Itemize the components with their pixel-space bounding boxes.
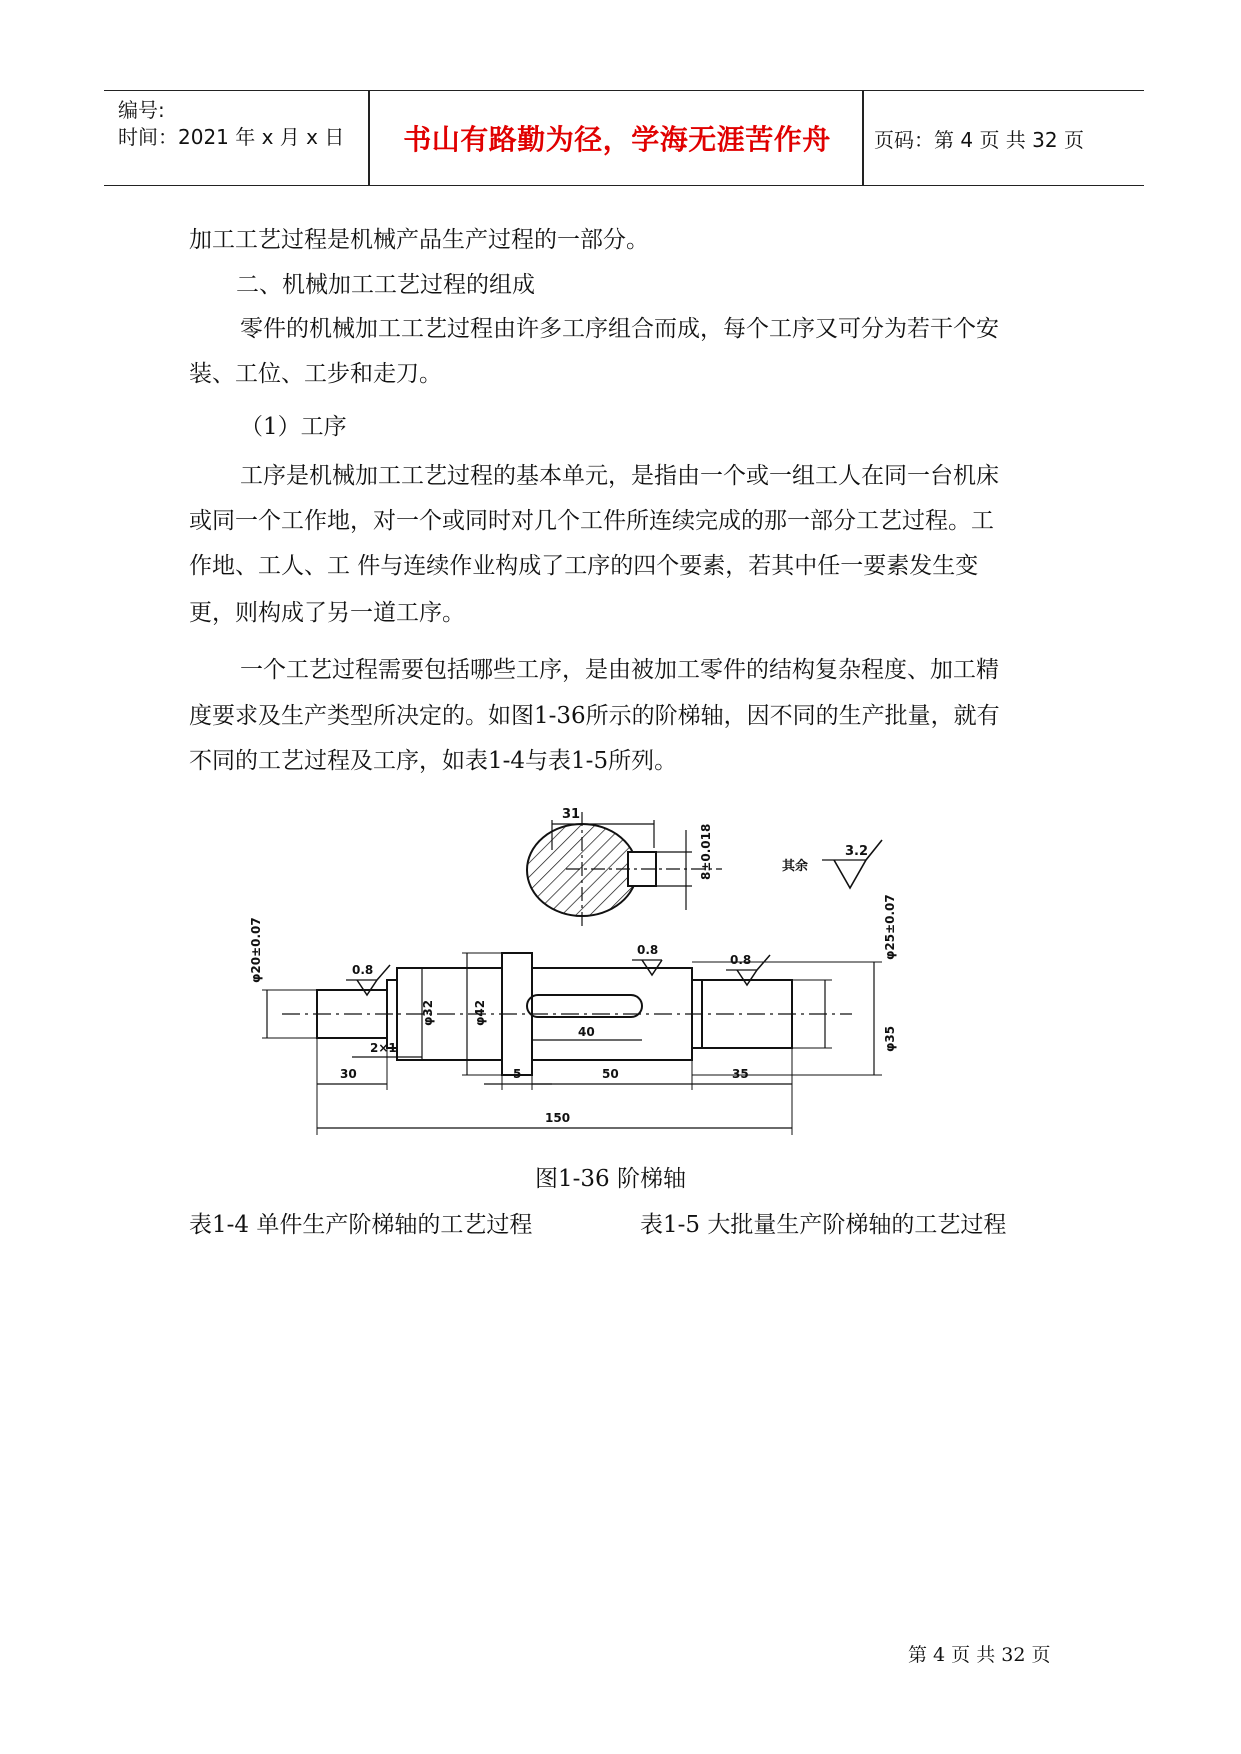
paragraph-3-line-1: 工序是机械加工工艺过程的基本单元，是指由一个或一组工人在同一台机床 (240, 463, 999, 489)
paragraph-3-line-2: 或同一个工作地，对一个或同时对几个工件所连续完成的那一部分工艺过程。工 (189, 508, 994, 534)
dim-chamfer-label: 2×1 (370, 1041, 397, 1055)
dim-phi42-label: φ42 (473, 999, 487, 1026)
figure-caption: 图1-36 阶梯轴 (535, 1166, 686, 1192)
roughness-0-8-middle: 0.8 (637, 943, 659, 957)
page-header (104, 90, 1144, 186)
roughness-0-8-right: 0.8 (730, 953, 752, 967)
header-divider-2 (862, 91, 864, 185)
header-page-info: 页码：第 4 页 共 32 页 (874, 127, 1084, 152)
paragraph-2-line-1: 零件的机械加工工艺过程由许多工序组合而成，每个工序又可分为若干个安 (240, 316, 999, 342)
paragraph-1: 加工工艺过程是机械产品生产过程的一部分。 (189, 227, 649, 253)
roughness-3-2-label: 3.2 (845, 844, 869, 859)
paragraph-4-line-1: 一个工艺过程需要包括哪些工序，是由被加工零件的结构复杂程度、加工精 (240, 657, 999, 683)
dim-40-label: 40 (578, 1025, 595, 1039)
page-footer: 第 4 页 共 32 页 (908, 1644, 1051, 1666)
paragraph-3-line-4: 更，则构成了另一道工序。 (189, 600, 465, 626)
dim-30-label: 30 (340, 1067, 357, 1081)
paragraph-4-line-2: 度要求及生产类型所决定的。如图1-36所示的阶梯轴，因不同的生产批量，就有 (189, 703, 1000, 729)
roughness-0-8-left: 0.8 (352, 963, 374, 977)
dim-phi20-label: φ20±0.07 (249, 917, 263, 983)
header-meta (104, 91, 368, 185)
rest-label: 其余 (782, 859, 809, 874)
section-heading: 二、机械加工工艺过程的组成 (236, 272, 535, 298)
header-motto: 书山有路勤为径，学海无涯苦作舟 (403, 123, 831, 156)
dim-5-label: 5 (513, 1067, 522, 1081)
paragraph-2-line-2: 装、工位、工步和走刀。 (189, 361, 442, 387)
dim-50-label: 50 (602, 1067, 619, 1081)
dim-150-label: 150 (545, 1111, 571, 1125)
stepped-shaft-drawing (249, 790, 1002, 1145)
time-label: 时间：2021 年 x 月 x 日 (118, 125, 345, 149)
serial-label: 编号: (118, 98, 165, 122)
dim-phi35-label: φ35 (883, 1025, 897, 1052)
paragraph-4-line-3: 不同的工艺过程及工序，如表1-4与表1-5所列。 (189, 748, 678, 774)
paragraph-3-line-3: 作地、工人、工 件与连续作业构成了工序的四个要素，若其中任一要素发生变 (189, 553, 979, 579)
table-1-5-caption: 表1-5 大批量生产阶梯轴的工艺过程 (640, 1212, 1007, 1238)
dim-phi32-label: φ32 (421, 999, 435, 1026)
dim-31-label: 31 (562, 807, 581, 822)
dim-35-label: 35 (732, 1067, 749, 1081)
dim-8-label: 8±0.018 (699, 823, 713, 880)
table-1-4-caption: 表1-4 单件生产阶梯轴的工艺过程 (189, 1212, 533, 1238)
subheading-process: （1）工序 (240, 414, 347, 440)
dim-phi25-label: φ25±0.07 (883, 894, 897, 960)
